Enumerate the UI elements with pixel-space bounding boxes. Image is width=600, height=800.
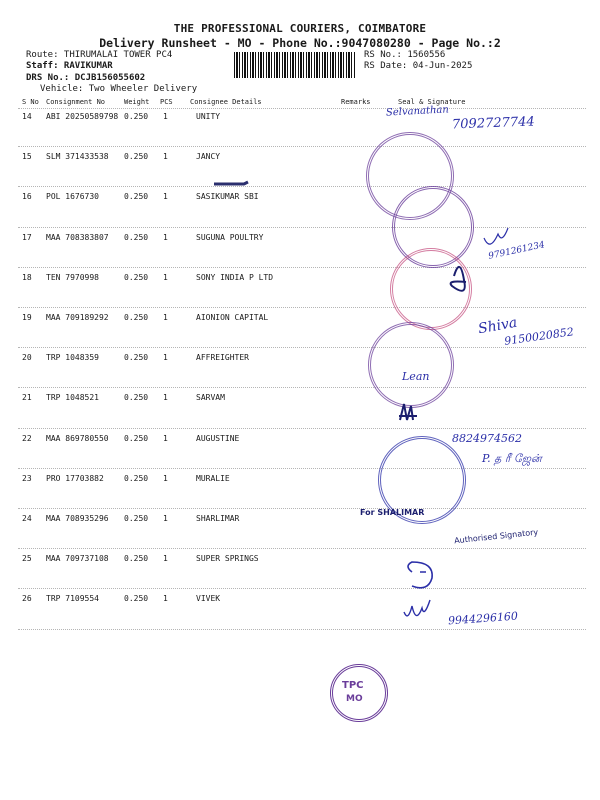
row-weight: 0.250 — [124, 473, 149, 483]
row-consignee: SASIKUMAR SBI — [196, 192, 259, 202]
row-pcs: 1 — [163, 594, 168, 604]
drs-number: DRS No.: DCJB156055602 — [26, 73, 146, 83]
route-label: Route: THIRUMALAI TOWER PC4 — [26, 50, 173, 60]
row-pcs: 1 — [163, 152, 168, 162]
row-sno: 22 — [22, 433, 32, 443]
authorised-signatory-text: Authorised Signatory — [453, 527, 539, 546]
row-consignment-no: MAA 708935296 — [46, 514, 109, 523]
row-consignment-no: MAA 869780550 — [46, 433, 109, 443]
row-consignment-no: SLM 371433538 — [46, 152, 109, 162]
row-consignee: MURALIE — [196, 473, 230, 483]
row-pcs: 1 — [163, 192, 168, 202]
row-consignee: VIVEK — [196, 594, 221, 604]
col-header-sno: S No — [22, 98, 39, 106]
row-consignee: SONY INDIA P LTD — [196, 272, 274, 282]
row-consignment-no: ABI 20250589798 — [46, 112, 119, 121]
row-consignee: AIONION CAPITAL — [196, 313, 269, 322]
row-consignment-no: TRP 1048359 — [46, 353, 99, 363]
rs-number: RS No.: 1560556 — [364, 50, 446, 60]
document-title: THE PROFESSIONAL COURIERS, COIMBATORE — [173, 22, 427, 35]
col-header-consignment: Consignment No — [46, 98, 106, 106]
row-weight: 0.250 — [124, 272, 149, 282]
row-pcs: 1 — [163, 393, 168, 403]
row-weight: 0.250 — [124, 192, 149, 202]
row-consignment-no: MAA 709737108 — [46, 554, 109, 564]
col-header-remarks: Remarks — [341, 98, 371, 106]
shalimar-stamp-text: For SHALIMAR — [360, 508, 425, 517]
row-weight: 0.250 — [124, 594, 149, 604]
row-weight: 0.250 — [124, 112, 149, 121]
row-consignment-no: TEN 7970998 — [46, 272, 99, 282]
col-header-weight: Weight — [124, 98, 150, 106]
row-weight: 0.250 — [124, 353, 149, 363]
row-pcs: 1 — [163, 514, 168, 523]
row-pcs: 1 — [163, 554, 168, 564]
row-sno: 19 — [22, 313, 32, 322]
row-consignment-no: TRP 7109554 — [46, 594, 99, 604]
signature-row18-initial — [484, 228, 508, 244]
col-header-seal: Seal & Signature — [398, 98, 466, 106]
row-sno: 20 — [22, 353, 32, 363]
row-consignee: SUGUNA POULTRY — [196, 232, 264, 242]
signature-row26-phone: 9944296160 — [447, 609, 519, 628]
row-pcs: 1 — [163, 473, 168, 483]
row-consignment-no: MAA 708383807 — [46, 232, 109, 242]
signature-row19-name: Shiva — [476, 314, 519, 338]
vehicle-label: Vehicle: Two Wheeler Delivery — [40, 84, 198, 94]
mo-stamp-text: MO — [346, 694, 363, 704]
redaction-mark — [214, 182, 248, 184]
row-weight: 0.250 — [124, 152, 149, 162]
row-consignment-no: POL 1676730 — [46, 192, 99, 202]
row-sno: 21 — [22, 393, 32, 403]
col-header-consignee: Consignee Details — [190, 98, 262, 106]
runsheet-subtitle: Delivery Runsheet - MO - Phone No.:9047080280 - Page No.:2 — [99, 36, 501, 50]
signature-row18-phone: 9791261234 — [487, 240, 546, 262]
row-weight: 0.250 — [124, 514, 149, 523]
row-sno: 17 — [22, 232, 32, 242]
signature-row22-name: P. த ரீ ஜேன் — [482, 452, 542, 465]
row-weight: 0.250 — [124, 554, 149, 564]
row-consignee: UNITY — [196, 112, 221, 121]
row-weight: 0.250 — [124, 433, 149, 443]
signature-row14-name: Selvanathan — [385, 104, 450, 119]
row-sno: 26 — [22, 594, 32, 604]
row-consignment-no: MAA 709189292 — [46, 313, 109, 322]
row-sno: 18 — [22, 272, 32, 282]
signature-row26-scribble — [404, 600, 430, 616]
col-header-pcs: PCS — [160, 98, 173, 106]
row-sno: 14 — [22, 112, 32, 121]
row-pcs: 1 — [163, 232, 168, 242]
rs-date: RS Date: 04-Jun-2025 — [364, 61, 473, 71]
row-consignee: AFFREIGHTER — [196, 353, 249, 363]
row-consignee: JANCY — [196, 152, 221, 162]
tpc-stamp-text: TPC — [342, 680, 364, 691]
row-consignee: SHARLIMAR — [196, 514, 240, 523]
row-sno: 23 — [22, 473, 32, 483]
row-pcs: 1 — [163, 112, 168, 121]
signature-row21-scribble — [399, 404, 417, 420]
row-consignee: SARVAM — [196, 393, 225, 403]
row-consignment-no: TRP 1048521 — [46, 393, 99, 403]
signature-row22-phone: 8824974562 — [452, 432, 522, 445]
row-pcs: 1 — [163, 313, 168, 322]
row-pcs: 1 — [163, 272, 168, 282]
row-sno: 24 — [22, 514, 32, 523]
row-consignee: SUPER SPRINGS — [196, 554, 259, 564]
row-weight: 0.250 — [124, 393, 149, 403]
row-sno: 16 — [22, 192, 32, 202]
signature-row25-scribble — [408, 562, 432, 588]
row-weight: 0.250 — [124, 232, 149, 242]
signature-row14-phone: 7092727744 — [451, 114, 535, 133]
row-consignment-no: PRO 17703882 — [46, 473, 104, 483]
signature-row19-phone: 9150020852 — [503, 325, 575, 348]
row-weight: 0.250 — [124, 313, 149, 322]
row-sno: 15 — [22, 152, 32, 162]
row-pcs: 1 — [163, 433, 168, 443]
signature-row18-scribble — [451, 267, 466, 291]
staff-label: Staff: RAVIKUMAR — [26, 61, 113, 71]
signature-row20: Lean — [402, 370, 430, 383]
row-pcs: 1 — [163, 353, 168, 363]
row-sno: 25 — [22, 554, 32, 564]
row-consignee: AUGUSTINE — [196, 433, 240, 443]
